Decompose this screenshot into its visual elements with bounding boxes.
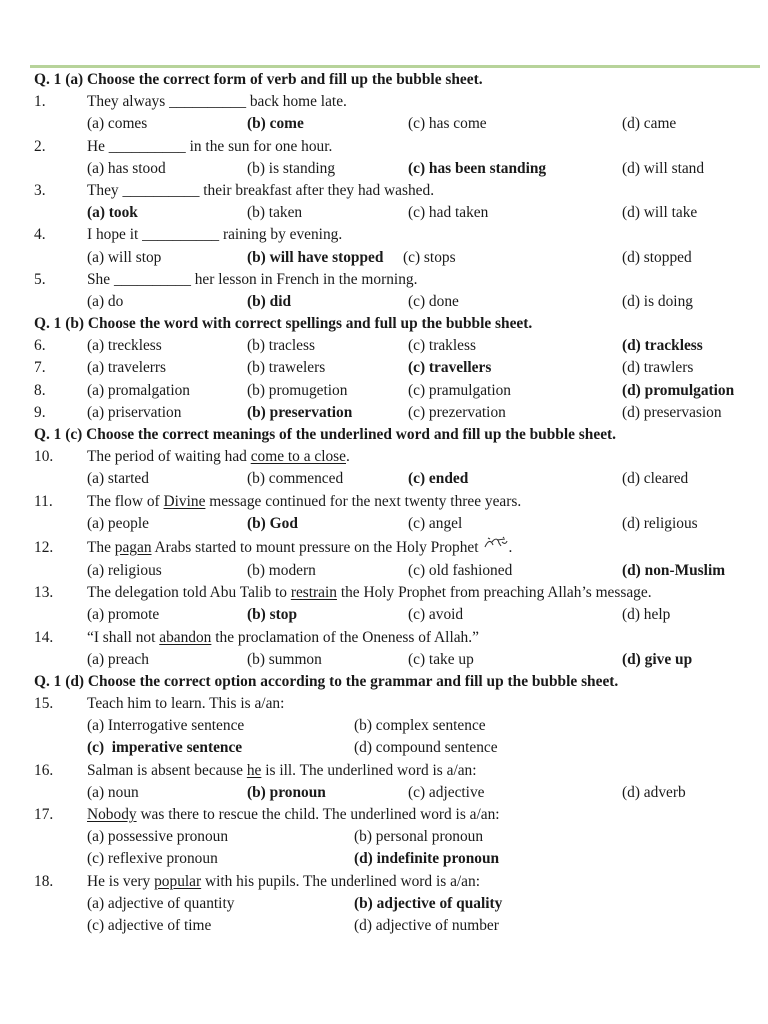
option-d: (d) cleared xyxy=(622,470,689,488)
options-10 xyxy=(34,468,764,490)
option-c: (c) adjective xyxy=(408,783,485,801)
option-a: (a) promalgation xyxy=(87,381,190,399)
option-b: (b) is standing xyxy=(247,159,336,177)
option-b: (b) personal pronoun xyxy=(354,828,484,846)
question-number: 11. xyxy=(34,492,53,510)
option-b-correct: (b) stop xyxy=(247,606,298,624)
underlined-word: Divine xyxy=(163,492,206,510)
question-number: 14. xyxy=(34,628,54,646)
options-17-row1 xyxy=(34,826,764,848)
option-d: (d) will stand xyxy=(622,159,705,177)
question-number: 3. xyxy=(34,181,46,199)
options-13 xyxy=(34,604,764,626)
options-18-row1 xyxy=(34,893,764,915)
option-c: (c) pramulgation xyxy=(408,381,511,399)
question-number: 6. xyxy=(34,337,46,355)
section-heading-c: Q. 1 (c) Choose the correct meanings of the underlined word and fill up the bubble sheet. xyxy=(34,426,616,443)
option-d: (d) help xyxy=(622,606,671,624)
question-text-part: . xyxy=(346,448,350,466)
option-c: (c) done xyxy=(408,292,459,310)
question-text-part: is ill. The underlined word is a/an: xyxy=(261,761,477,779)
question-text xyxy=(87,91,347,113)
option-a: (a) comes xyxy=(87,115,148,133)
question-text xyxy=(87,136,332,158)
question-text-part: in the sun for one hour. xyxy=(185,137,333,155)
question-number: 13. xyxy=(34,584,54,602)
question-text-part: message continued for the next twenty three years. xyxy=(205,492,522,510)
question-text-part: I hope it xyxy=(87,226,143,244)
option-d: (d) adjective of number xyxy=(354,916,499,934)
underlined-word: restrain xyxy=(290,584,337,602)
question-number: 16. xyxy=(34,761,54,779)
question-number: 8. xyxy=(34,381,46,399)
question-18 xyxy=(34,871,764,893)
option-d-correct: (d) trackless xyxy=(622,337,703,355)
question-text xyxy=(87,871,480,893)
question-text xyxy=(87,627,479,649)
question-14 xyxy=(34,627,764,649)
question-3 xyxy=(34,180,764,202)
option-a: (a) noun xyxy=(87,783,139,801)
option-c: (c) has come xyxy=(408,115,487,133)
option-a: (a) promote xyxy=(87,606,160,624)
options-4 xyxy=(34,247,764,269)
options-15-row1 xyxy=(34,715,764,737)
underlined-word: come to a close xyxy=(250,448,347,466)
question-text-part: the Holy Prophet from preaching Allah’s message. xyxy=(336,584,652,602)
question-text-part: raining by evening. xyxy=(219,226,343,244)
option-c-correct: (c) travellers xyxy=(408,359,492,377)
option-a: (a) will stop xyxy=(87,248,162,266)
option-b: (b) tracless xyxy=(247,337,315,355)
option-b-correct: (b) will have stopped xyxy=(247,248,384,266)
honorific-calligraphy-icon xyxy=(483,536,509,550)
question-number: 4. xyxy=(34,226,46,244)
options-16 xyxy=(34,782,764,804)
options-14 xyxy=(34,649,764,671)
question-number: 17. xyxy=(34,806,54,823)
options-17-row2 xyxy=(34,848,764,870)
question-number: 18. xyxy=(34,872,54,890)
question-text-part: He is very xyxy=(87,872,155,890)
question-9 xyxy=(34,402,764,424)
option-a: (a) has stood xyxy=(87,159,166,177)
underlined-word: popular xyxy=(154,872,202,890)
question-11 xyxy=(34,491,764,513)
options-18-row2 xyxy=(34,915,764,937)
option-c: (c) adjective of time xyxy=(87,916,212,934)
question-text xyxy=(87,582,652,604)
answer-blank: __________ xyxy=(113,270,191,288)
option-b-correct: (b) preservation xyxy=(247,403,353,421)
question-text-part: The delegation told Abu Talib to xyxy=(87,584,291,602)
question-number: 15. xyxy=(34,695,54,713)
question-7 xyxy=(34,357,764,379)
option-d: (d) adverb xyxy=(622,783,686,801)
question-17 xyxy=(34,804,764,826)
question-number: 12. xyxy=(34,538,54,556)
question-text xyxy=(87,269,417,291)
option-d: (d) preservasion xyxy=(622,403,722,421)
options-1 xyxy=(34,113,764,135)
option-b: (b) modern xyxy=(247,561,316,579)
answer-blank: __________ xyxy=(142,226,220,244)
option-c: (c) prezervation xyxy=(408,403,506,421)
underlined-word: Nobody xyxy=(87,806,137,823)
section-heading-b: Q. 1 (b) Choose the word with correct spellings and full up the bubble sheet. xyxy=(34,315,533,333)
question-text-part: with his pupils. The underlined word is a/an: xyxy=(201,872,480,890)
option-d: (d) trawlers xyxy=(622,359,694,377)
option-b: (b) promugetion xyxy=(247,381,348,399)
section-heading-d: Q. 1 (d) Choose the correct option according to the grammar and fill up the bubble sheet. xyxy=(34,672,619,690)
question-5 xyxy=(34,269,764,291)
question-10 xyxy=(34,446,764,468)
question-text xyxy=(87,224,342,246)
question-number: 10. xyxy=(34,448,54,466)
option-a: (a) people xyxy=(87,514,149,532)
question-text-part: They xyxy=(87,181,123,199)
question-text xyxy=(87,446,350,468)
question-15 xyxy=(34,693,764,715)
option-b-correct: (b) God xyxy=(247,514,298,532)
options-3 xyxy=(34,202,764,224)
option-d: (d) will take xyxy=(622,204,698,222)
option-c-correct: (c) ended xyxy=(408,470,469,488)
options-2 xyxy=(34,158,764,180)
option-b: (b) commenced xyxy=(247,470,344,488)
question-text-part: “I shall not xyxy=(87,628,160,646)
option-d-correct: (d) indefinite pronoun xyxy=(354,850,500,868)
question-text-part: She xyxy=(87,270,114,288)
option-b: (b) summon xyxy=(247,650,322,668)
answer-blank: __________ xyxy=(122,181,200,199)
question-12 xyxy=(34,535,764,560)
option-b: (b) taken xyxy=(247,204,303,222)
question-text-part: was there to rescue the child. The underlined word is a/an: xyxy=(136,806,500,823)
option-d-correct: (d) give up xyxy=(622,650,693,668)
option-b: (b) complex sentence xyxy=(354,717,486,735)
question-text-part: He xyxy=(87,137,109,155)
option-a: (a) preach xyxy=(87,650,149,668)
option-c-correct: (c) imperative sentence xyxy=(87,739,243,757)
option-a: (a) Interrogative sentence xyxy=(87,717,245,735)
question-2 xyxy=(34,136,764,158)
question-1 xyxy=(34,91,764,113)
question-number: 2. xyxy=(34,137,46,155)
option-b-correct: (b) pronoun xyxy=(247,783,326,801)
question-text-part: The xyxy=(87,538,115,556)
section-heading-a: Q. 1 (a) Choose the correct form of verb and fill up the bubble sheet. xyxy=(34,71,483,88)
option-c: (c) trakless xyxy=(408,337,476,355)
question-text-part: They always xyxy=(87,93,170,111)
option-a: (a) adjective of quantity xyxy=(87,894,235,912)
header-divider xyxy=(30,65,760,68)
option-d: (d) compound sentence xyxy=(354,739,498,757)
option-d: (d) is doing xyxy=(622,292,693,310)
question-number: 1. xyxy=(34,93,46,111)
option-a: (a) travelerrs xyxy=(87,359,167,377)
options-11 xyxy=(34,513,764,535)
question-text-part: . xyxy=(508,538,513,556)
question-8 xyxy=(34,380,764,402)
option-a: (a) religious xyxy=(87,561,162,579)
option-c: (c) take up xyxy=(408,650,474,668)
option-d: (d) stopped xyxy=(622,248,692,266)
answer-blank: __________ xyxy=(108,137,186,155)
option-c: (c) old fashioned xyxy=(408,561,513,579)
option-a: (a) treckless xyxy=(87,337,162,355)
question-text-part: Arabs started to mount pressure on the Holy Prophet xyxy=(151,538,479,556)
option-b-correct: (b) adjective of quality xyxy=(354,894,503,912)
option-b-correct: (b) come xyxy=(247,115,304,133)
question-4 xyxy=(34,224,764,246)
option-b-correct: (b) did xyxy=(247,292,292,310)
question-text-part: the proclamation of the Oneness of Allah.” xyxy=(211,628,479,646)
option-a: (a) possessive pronoun xyxy=(87,828,229,846)
answer-blank: __________ xyxy=(169,93,247,111)
option-a: (a) started xyxy=(87,470,149,488)
question-text-part: The flow of xyxy=(87,492,164,510)
option-d: (d) religious xyxy=(622,514,698,532)
question-text-part: her lesson in French in the morning. xyxy=(190,270,418,288)
question-text: Teach him to learn. This is a/an: xyxy=(87,695,285,713)
question-text-part: The period of waiting had xyxy=(87,448,251,466)
option-c: (c) avoid xyxy=(408,606,464,624)
question-text xyxy=(87,180,434,202)
question-16 xyxy=(34,760,764,782)
question-number: 5. xyxy=(34,270,46,288)
option-c: (c) angel xyxy=(408,514,463,532)
option-d: (d) came xyxy=(622,115,677,133)
options-5 xyxy=(34,291,764,313)
options-15-row2 xyxy=(34,737,764,759)
question-text-part: back home late. xyxy=(246,93,347,111)
question-text xyxy=(87,491,521,513)
question-number: 7. xyxy=(34,359,46,377)
question-text-part: Salman is absent because xyxy=(87,761,247,779)
underlined-word: pagan xyxy=(114,538,152,556)
underlined-word: he xyxy=(246,761,262,779)
option-d-correct: (d) promulgation xyxy=(622,381,735,399)
question-text xyxy=(87,535,512,560)
question-number: 9. xyxy=(34,403,46,421)
question-13 xyxy=(34,582,764,604)
question-text xyxy=(87,760,477,782)
option-a-correct: (a) took xyxy=(87,204,138,222)
worksheet xyxy=(34,69,764,937)
option-d-correct: (d) non-Muslim xyxy=(622,561,726,579)
option-c: (c) had taken xyxy=(408,204,489,222)
underlined-word: abandon xyxy=(159,628,212,646)
option-c-correct: (c) has been standing xyxy=(408,159,547,177)
option-c: (c) reflexive pronoun xyxy=(87,850,218,868)
option-a: (a) priservation xyxy=(87,403,182,421)
options-12 xyxy=(34,560,764,582)
question-6 xyxy=(34,335,764,357)
question-text xyxy=(87,804,500,826)
question-text-part: their breakfast after they had washed. xyxy=(199,181,435,199)
option-c: (c) stops xyxy=(403,248,456,266)
option-b: (b) trawelers xyxy=(247,359,326,377)
option-a: (a) do xyxy=(87,292,124,310)
